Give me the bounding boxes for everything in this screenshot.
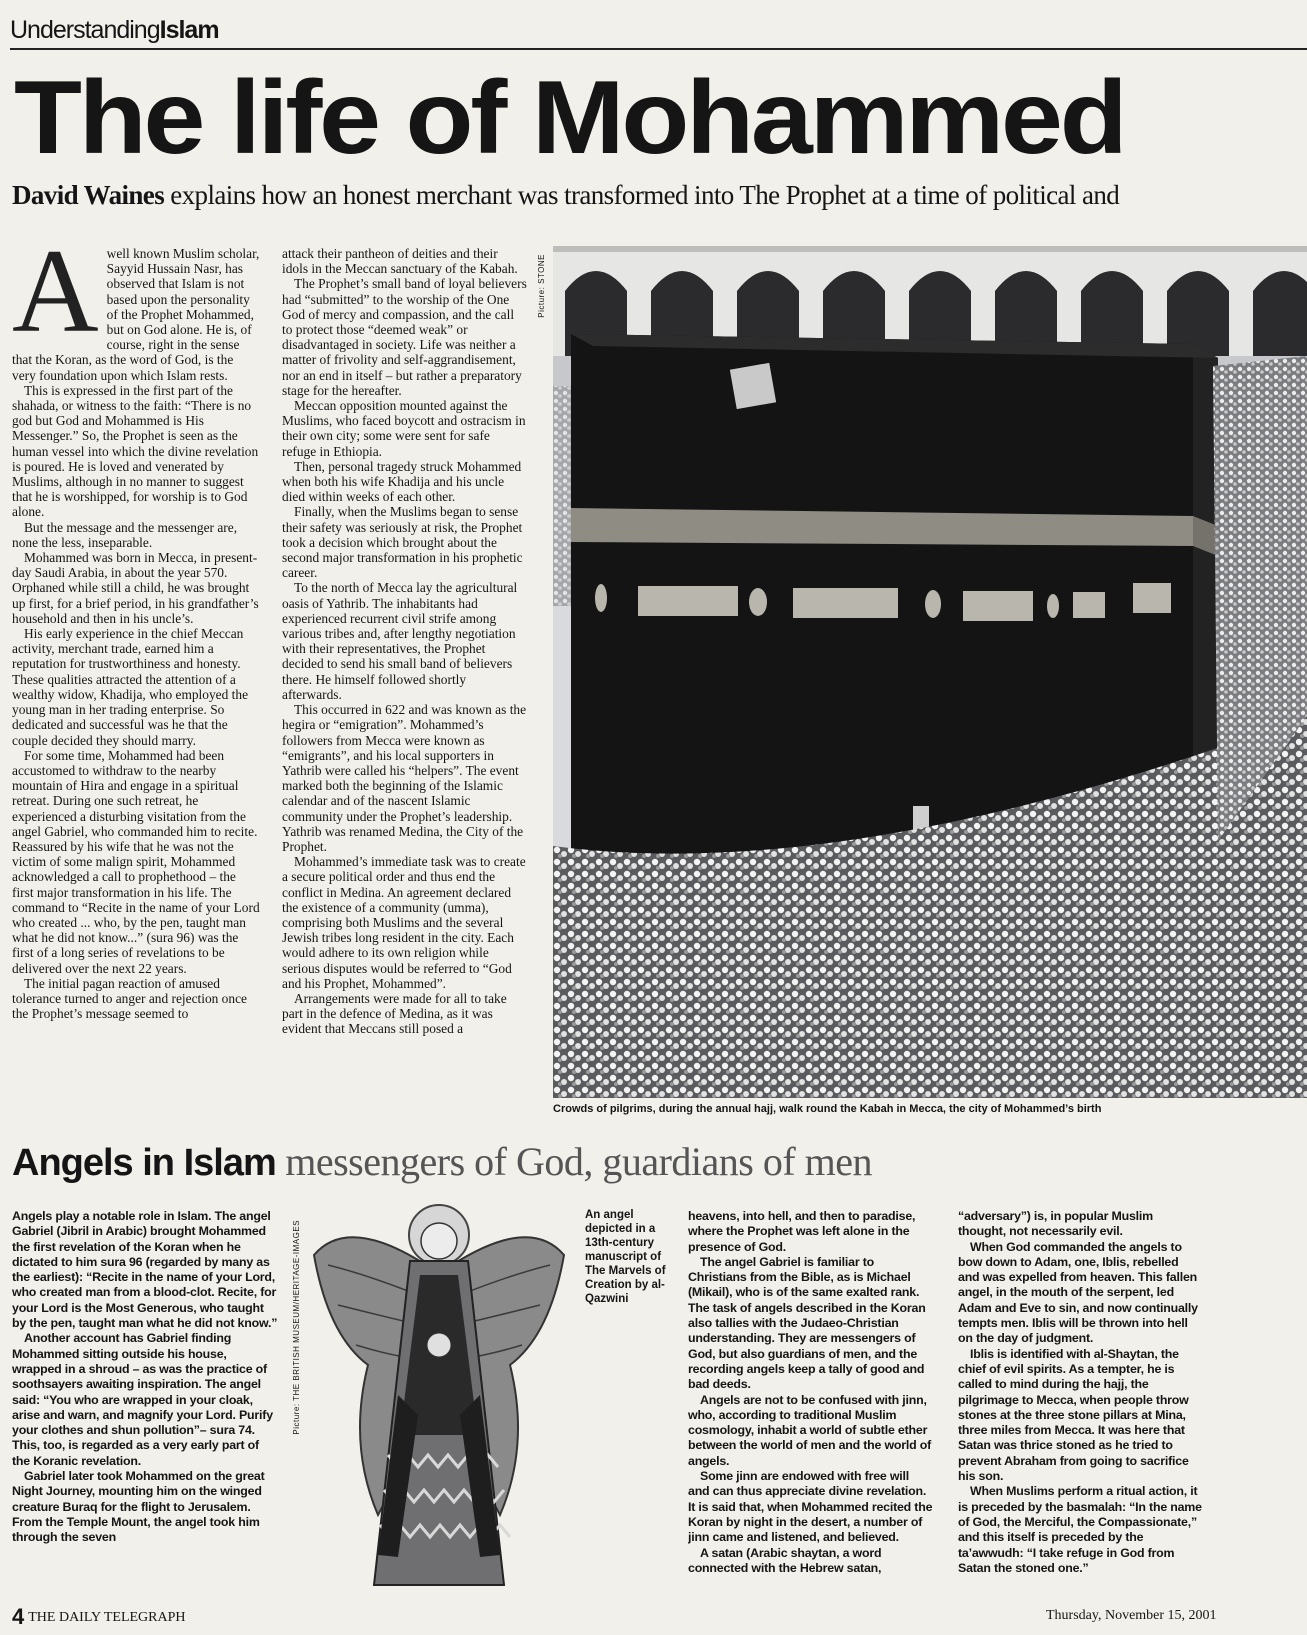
page-number: 4	[12, 1604, 25, 1629]
dateline: Thursday, November 15, 2001	[1046, 1608, 1217, 1623]
paragraph: well known Muslim scholar, Sayyid Hussain Nasr, has observed that Islam is not based upon the personality of the Prophet Mohammed, but on God alone. He is, of course, right in the sense that the Koran, as the word of God, is the very foundation upon which Islam rests.	[12, 246, 260, 383]
folio	[12, 1604, 186, 1630]
headline: The life of Mohammed	[14, 60, 1125, 176]
paragraph: Mohammed’s immediate task was to create a secure political order and thus end the conflict in Medina. An agreement declared the existence of a community (umma), comprising both Muslims and the several Jewish tribes long resident in the city. Each would adhere to its own religion while serious disputes would be referred to “God and his Prophet, Mohammed”.	[282, 854, 526, 991]
angel-image-caption: An angel depicted in a 13th-century manuscript of The Marvels of Creation by al-Qazwini	[585, 1209, 666, 1305]
paragraph: This is expressed in the first part of the shahada, or witness to the faith: “There is no god but God and Mohammed is His Messenger.” So, the Prophet is seen as the human vessel into which the divine revelation is poured. He is loved and venerated by Muslims, although in no manner to suggest that he is worshipped, for worship is to God alone.	[12, 382, 259, 520]
deck-text: explains how an honest merchant was transformed into The Prophet at a time of political and	[164, 180, 1120, 210]
paragraph: attack their pantheon of deities and their idols in the Meccan sanctuary of the Kabah.	[282, 246, 518, 277]
section-name: Islam	[159, 16, 219, 44]
angels-column-3	[958, 1209, 1203, 1589]
article-column-1	[12, 246, 260, 1116]
photo-credit: Picture: STONE	[537, 254, 546, 318]
angels-column-2	[688, 1209, 933, 1589]
paragraph: The Prophet’s small band of loyal believers had “submitted” to the worship of the One God of mercy and compassion, and the call to protect those “deemed weak” or disadvantaged in society. Life was neither a matter of frivolity and self-aggrandisement, nor an end in itself – but rather a preparatory stage for the hereafter.	[282, 276, 527, 398]
paragraph: The initial pagan reaction of amused tolerance turned to anger and rejection once the Prophet’s message seemed to	[12, 975, 247, 1022]
publication-name: THE DAILY TELEGRAPH	[28, 1610, 186, 1625]
paragraph: The angel Gabriel is familiar to Christians from the Bible, as is Michael (Mikail), who is of the same exalted rank. The task of angels described in the Koran also tallies with the Judaeo-Christian understanding. They are messengers of God, but also guardians of men, and the recording angels keep a tally of good and bad deeds.	[688, 1254, 926, 1392]
drop-cap: A	[12, 246, 99, 357]
paragraph: When Muslims perform a ritual action, it is preceded by the basmalah: “In the name of God, the Merciful, the Compassionate,” and this itself is preceded by the ta’awwudh: “I take refuge in God from Satan the stoned one.”	[958, 1484, 1202, 1575]
paragraph: Arrangements were made for all to take part in the defence of Medina, as it was evident that Meccans still posed a	[282, 990, 507, 1037]
paragraph: For some time, Mohammed had been accustomed to withdraw to the nearby mountain of Hira and engage in a spiritual retreat. During one such retreat, he experienced a disturbing visitation from the angel Gabriel, who commanded him to recite. Reassured by his wife that he was not the victim of some malign spirit, Mohammed acknowledged a call to prophethood – the first major transformation in his life. The command to “Recite in the name of your Lord who created ... who, by the pen, taught man what he did not know...” (sura 96) was the first of a long series of revelations to be delivered over the next 22 years.	[12, 747, 260, 976]
angels-headline-light: messengers of God, guardians of men	[275, 1139, 873, 1184]
paragraph: But the message and the messenger are, none the less, inseparable.	[12, 519, 238, 550]
paragraph: Finally, when the Muslims began to sense their safety was seriously at risk, the Prophet took a decision which brought about the second major transformation in his prophetic career.	[282, 504, 523, 581]
paragraph: Gabriel later took Mohammed on the great Night Journey, mounting him on the winged creature Buraq for the flight to Jerusalem. From the Temple Mount, the angel took him through the seven	[12, 1469, 265, 1545]
kabah-illustration	[553, 246, 1307, 1098]
paragraph: Angels are not to be confused with jinn, who, according to traditional Muslim cosmology, inhabit a world of subtle ether between the world of men and the world of angels.	[688, 1392, 932, 1468]
section-label	[10, 16, 219, 45]
paragraph: Then, personal tragedy struck Mohammed when both his wife Khadija and his uncle died within weeks of each other.	[282, 458, 522, 505]
paragraph: heavens, into hell, and then to paradise, where the Prophet was left alone in the presence of God.	[688, 1209, 916, 1254]
section-prefix: Understanding	[10, 16, 160, 44]
paragraph: When God commanded the angels to bow down to Adam, one, Iblis, rebelled and was expelled from heaven. This fallen angel, in the mouth of the serpent, led Adam and Eve to sin, and now continually tempts men. Iblis will be thrown into hell on the day of judgment.	[958, 1239, 1198, 1346]
top-rule	[10, 48, 1307, 50]
paragraph: To the north of Mecca lay the agricultural oasis of Yathrib. The inhabitants had experienced recurrent civil strife among various tribes and, after lengthy negotiation with their representatives, the Prophet decided to send his small band of believers there. He himself followed shortly afterwards.	[282, 580, 518, 702]
deck-author: David Waines	[12, 180, 165, 210]
angels-headline	[12, 1138, 872, 1185]
article-column-2	[282, 246, 527, 1116]
paragraph: Iblis is identified with al-Shaytan, the chief of evil spirits. As a tempter, he is called to mind during the hajj, the pilgrimage to Mecca, when people throw stones at the three stone pillars at Mina, three miles from Mecca. It was here that Satan was thrice stoned as he tried to prevent Abraham from going to sacrifice his son.	[958, 1346, 1189, 1484]
paragraph: Angels play a notable role in Islam. The angel Gabriel (Jibril in Arabic) brought Mohammed the first revelation of the Koran when he dictated to him sura 96 (regarded by many as the earliest): “Recite in the name of your Lord, who created man from a blood-clot. Recite, for your Lord is the Most Generous, who taught by the pen, taught man what he did not know.”	[12, 1209, 278, 1331]
deck	[12, 180, 1302, 211]
angels-column-1	[12, 1209, 278, 1589]
kabah-photo	[553, 246, 1307, 1098]
photo-caption: Crowds of pilgrims, during the annual hajj, walk round the Kabah in Mecca, the city of Mohammed’s birth	[553, 1103, 1102, 1115]
angel-image-credit: Picture: THE BRITISH MUSEUM/HERITAGE-IMAGES	[292, 1220, 301, 1435]
paragraph: A satan (Arabic shaytan, a word connected with the Hebrew satan,	[688, 1545, 882, 1575]
paragraph: Mohammed was born in Mecca, in present-day Saudi Arabia, in about the year 570. Orphaned while still a child, he was brought up first, for a brief period, in his grandfather’s household and then in his uncle’s.	[12, 550, 259, 626]
paragraph: Meccan opposition mounted against the Muslims, who faced boycott and ostracism in their own city; some were sent for safe refuge in Ethiopia.	[282, 398, 526, 459]
paragraph: “adversary”) is, in popular Muslim thought, not necessarily evil.	[958, 1209, 1153, 1239]
angel-manuscript-image	[308, 1195, 570, 1595]
angels-headline-strong: Angels in Islam	[12, 1142, 276, 1184]
paragraph: His early experience in the chief Meccan activity, merchant trade, earned him a reputation for trustworthiness and honesty. These qualities attracted the attention of a wealthy widow, Khadija, who employed the young man in her trading enterprise. So dedicated and successful was he that the couple decided they should marry.	[12, 626, 249, 748]
paragraph: Another account has Gabriel finding Mohammed sitting outside his house, wrapped in a shroud – as was the practice of soothsayers awaiting inspiration. The angel said: “You who are wrapped in your cloak, arise and warn, and magnify your Lord. Purify your clothes and shun pollution”– sura 74. This, too, is regarded as a very early part of the Koranic revelation.	[12, 1331, 273, 1468]
paragraph: Some jinn are endowed with free will and can thus appreciate divine revelation. It is said that, when Mohammed recited the Koran by night in the desert, a number of jinn came and listened, and believed.	[688, 1469, 933, 1545]
paragraph: This occurred in 622 and was known as the hegira or “emigration”. Mohammed’s followers from Mecca were known as “emigrants”, and his local supporters in Yathrib were called his “helpers”. The event marked both the beginning of the Islamic calendar and of the nascent Islamic community under the Prophet’s leadership. Yathrib was renamed Medina, the City of the Prophet.	[282, 702, 527, 854]
